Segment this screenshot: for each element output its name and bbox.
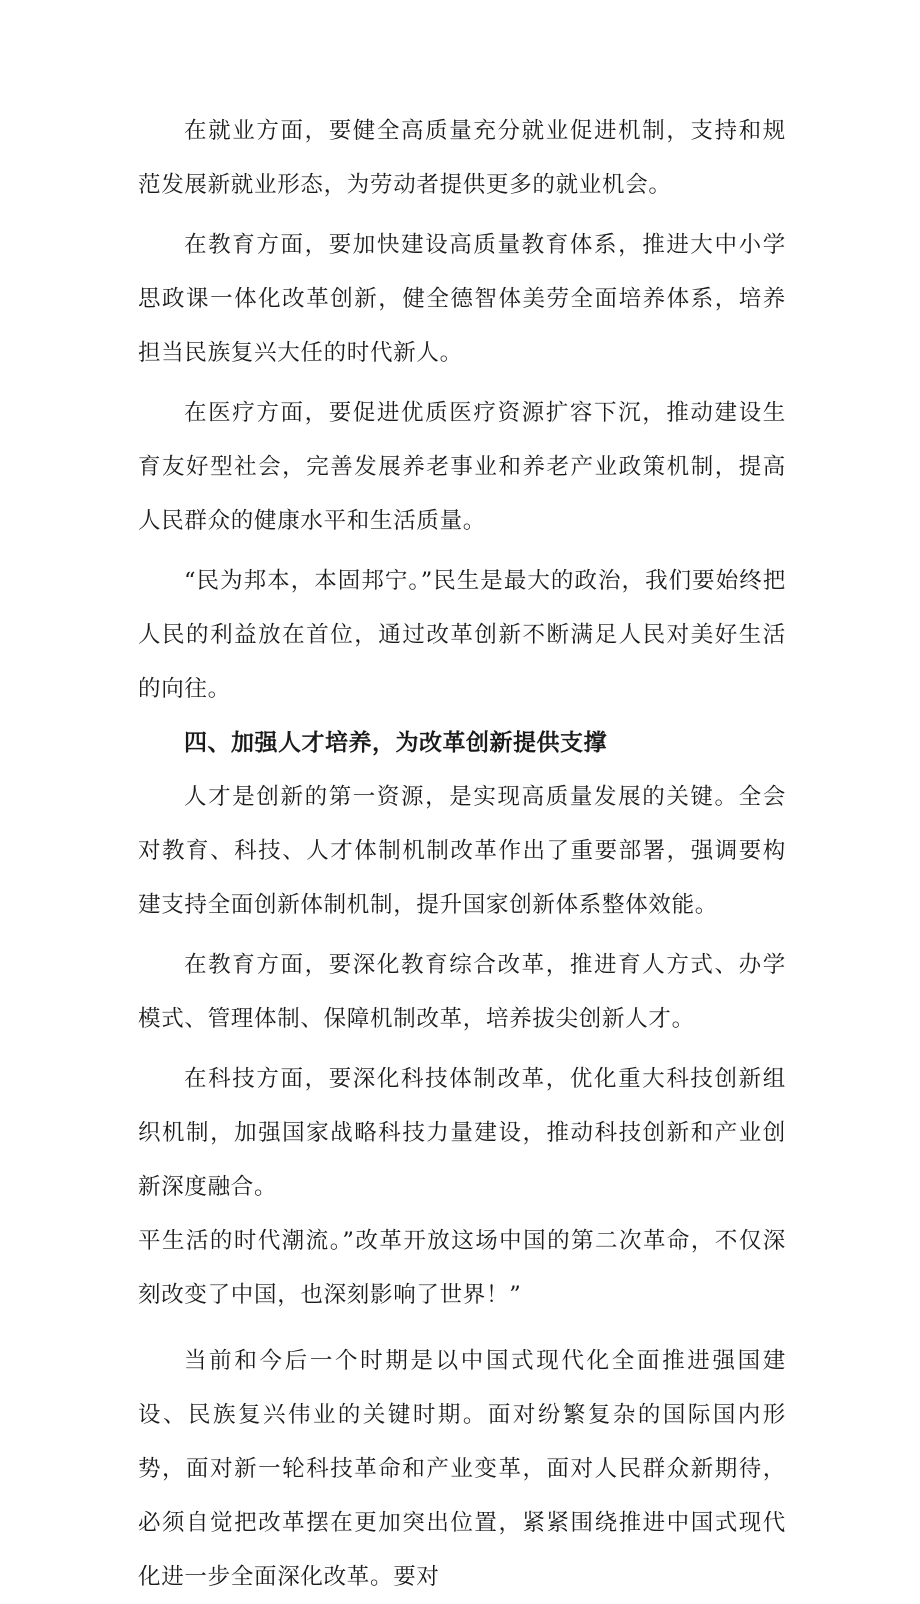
- section-heading-talent: 四、加强人才培养，为改革创新提供支撑: [184, 730, 607, 756]
- paragraph-employment: 在就业方面，要健全高质量充分就业促进机制，支持和规范发展新就业形态，为劳动者提供更多的就业机会。: [138, 118, 786, 198]
- paragraph-technology-reform: 在科技方面，要深化科技体制改革，优化重大科技创新组织机制，加强国家战略科技力量建设，推动科技创新和产业创新深度融合。: [138, 1066, 786, 1200]
- paragraph-education-reform: 在教育方面，要深化教育综合改革，推进育人方式、办学模式、管理体制、保障机制改革，培养拔尖创新人才。: [138, 952, 786, 1032]
- paragraph-medical: 在医疗方面，要促进优质医疗资源扩容下沉，推动建设生育友好型社会，完善发展养老事业和养老产业政策机制，提高人民群众的健康水平和生活质量。: [138, 400, 786, 534]
- document-page: [138, 104, 786, 1604]
- paragraph-people-livelihood: “民为邦本，本固邦宁。”民生是最大的政治，我们要始终把人民的利益放在首位，通过改革创新不断满足人民对美好生活的向往。: [138, 568, 786, 702]
- paragraph-current-period: 当前和今后一个时期是以中国式现代化全面推进强国建设、民族复兴伟业的关键时期。面对纷繁复杂的国际国内形势，面对新一轮科技革命和产业变革，面对人民群众新期待，必须自觉把改革摆在更加突出位置，紧紧围绕推进中国式现代化进一步全面深化改革。要对: [138, 1348, 786, 1590]
- paragraph-reform-opening-fragment: 平生活的时代潮流。”改革开放这场中国的第二次革命，不仅深刻改变了中国，也深刻影响了世界！”: [138, 1228, 786, 1308]
- paragraph-talent-resource: 人才是创新的第一资源，是实现高质量发展的关键。全会对教育、科技、人才体制机制改革作出了重要部署，强调要构建支持全面创新体制机制，提升国家创新体系整体效能。: [138, 784, 786, 918]
- paragraph-education: 在教育方面，要加快建设高质量教育体系，推进大中小学思政课一体化改革创新，健全德智体美劳全面培养体系，培养担当民族复兴大任的时代新人。: [138, 232, 786, 366]
